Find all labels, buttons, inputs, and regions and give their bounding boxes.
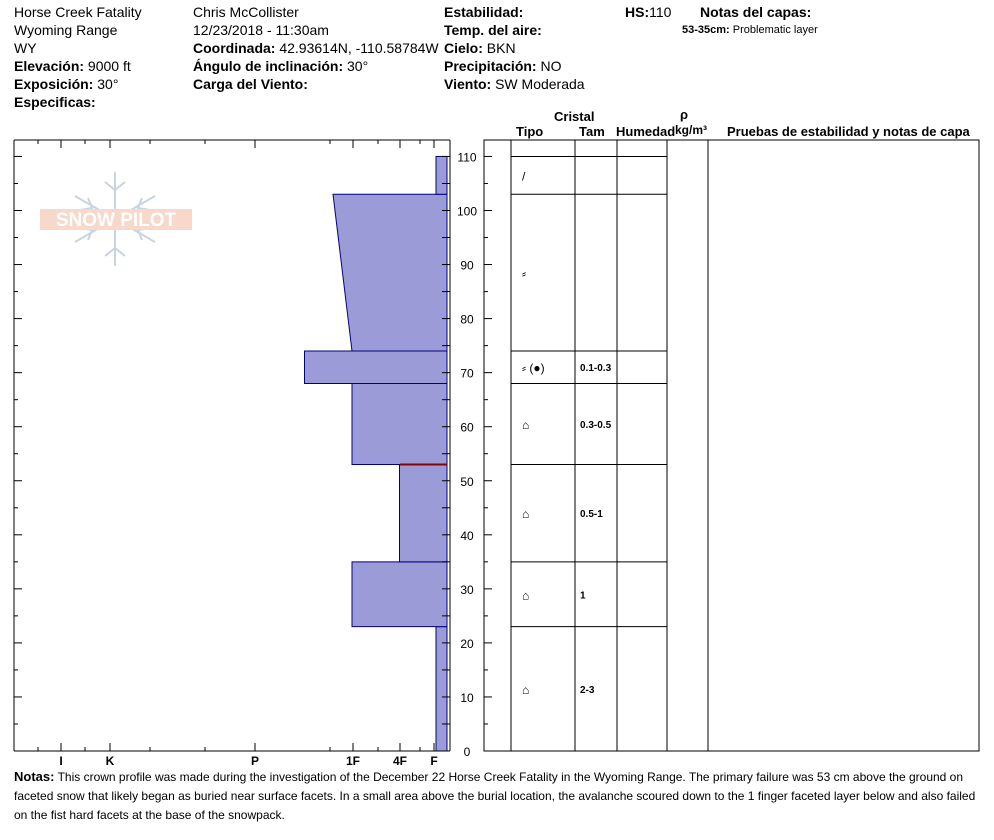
coordinates-label: Coordinada:	[193, 40, 276, 56]
hardness-layer-bar	[352, 562, 447, 627]
hardness-tick-label: P	[250, 754, 260, 768]
precipitation-value: NO	[540, 58, 562, 74]
snow-height-label: HS:	[625, 4, 650, 20]
coordinates-value: 42.93614N, -110.58784W	[279, 40, 439, 56]
crystal-type-symbol: ⸗ (●)	[522, 361, 545, 376]
crystal-type-symbol: ⌂	[522, 682, 530, 697]
density-symbol-header: ρ	[680, 107, 689, 122]
depth-tick-label: 90	[460, 258, 474, 273]
crystal-size-label: 2-3	[580, 684, 595, 696]
crystal-size-label: 0.5-1	[580, 509, 603, 521]
notes-text: This crown profile was made during the investigation of the December 22 Horse Creek Fatality in the Wyoming Range. The primary failure was 53 cm above the ground on faceted snow that likely began as buried near surface facets. In a small area above the burial location, the avalanche scoured down to the 1 finger faceted layer below and also failed on the fist hard facets at the base of the snowpack.	[14, 770, 976, 822]
hardness-tick-label: K	[105, 754, 115, 768]
location-line-2: Wyoming Range	[14, 22, 118, 38]
crystal-type-symbol: ⸗	[522, 266, 526, 281]
wind-loading-label: Carga del Viento:	[193, 76, 308, 92]
snowpilot-logo	[40, 172, 192, 266]
stability-label: Estabilidad:	[444, 4, 524, 20]
depth-tick-label: 100	[456, 204, 478, 219]
layer-note-range: 53-35cm:	[682, 24, 730, 36]
hardness-profile	[305, 156, 448, 751]
sky-label: Cielo:	[444, 40, 483, 56]
specifics-label: Especificas:	[14, 94, 96, 110]
crystal-size-label: 0.3-0.5	[580, 419, 612, 431]
depth-tick-label: 70	[460, 366, 474, 381]
elevation-value: 9000 ft	[87, 58, 131, 74]
snow-height-value: 110	[649, 4, 672, 20]
hardness-tick-label: 1F	[345, 754, 361, 768]
depth-tick-label: 10	[460, 690, 474, 705]
precipitation-label: Precipitación:	[444, 58, 537, 74]
observation-datetime: 12/23/2018 - 11:30am	[193, 22, 329, 38]
size-header: Tam	[579, 124, 605, 139]
depth-tick-label: 20	[460, 636, 474, 651]
depth-tick-label: 40	[460, 528, 474, 543]
notes-section	[14, 767, 986, 825]
wind-label: Viento:	[444, 76, 492, 92]
hardness-tick-label: I	[59, 754, 63, 768]
depth-tick-label: 30	[460, 582, 474, 597]
snowpilot-logo-text: SNOW PILOT	[55, 210, 177, 231]
sky-value: BKN	[486, 40, 516, 56]
wind-value: SW Moderada	[495, 76, 585, 92]
depth-tick-label: 80	[460, 312, 474, 327]
wetness-header: Humedad	[616, 124, 676, 139]
slope-angle-label: Ángulo de inclinación:	[193, 58, 344, 74]
table-frame	[484, 140, 979, 751]
crystal-size-label: 0.1-0.3	[580, 363, 612, 375]
type-header: Tipo	[516, 124, 544, 139]
notes-label: Notas:	[14, 769, 55, 784]
observer-name: Chris McCollister	[193, 4, 299, 20]
air-temp-label: Temp. del aire:	[444, 22, 542, 38]
crystal-size-label: 1	[580, 590, 586, 602]
slope-angle-value: 30°	[347, 58, 369, 74]
hardness-layer-bar	[333, 194, 447, 351]
aspect-label: Exposición:	[14, 76, 94, 92]
crystal-type-symbol: ⌂	[522, 588, 530, 603]
stability-tests-header: Pruebas de estabilidad y notas de capa	[727, 124, 970, 139]
aspect-value: 30°	[97, 76, 119, 92]
hardness-layer-bar	[436, 627, 447, 751]
hardness-layer-bar	[400, 465, 448, 562]
crystal-table	[484, 140, 979, 751]
depth-tick-label: 0	[463, 745, 471, 759]
location-line-1: Horse Creek Fatality	[14, 4, 142, 20]
crystal-header: Cristal	[554, 109, 595, 124]
hardness-layer-bar	[305, 351, 448, 383]
density-unit-header: kg/m³	[675, 123, 708, 137]
hardness-layer-bar	[436, 156, 447, 194]
depth-tick-label: 60	[460, 420, 474, 435]
layer-notes-label: Notas del capas:	[700, 4, 812, 20]
crystal-type-symbol: ⌂	[522, 417, 530, 432]
layer-note-text: Problematic layer	[732, 24, 818, 36]
crystal-type-symbol: ⌂	[522, 507, 530, 522]
hardness-layer-bar	[352, 383, 447, 464]
location-line-3: WY	[14, 40, 37, 56]
hardness-tick-label: F	[430, 754, 438, 768]
crystal-type-symbol: /	[522, 169, 526, 184]
elevation-label: Elevación:	[14, 58, 85, 74]
hardness-tick-label: 4F	[392, 754, 408, 768]
depth-tick-label: 110	[457, 150, 477, 165]
depth-tick-label: 50	[460, 474, 474, 489]
